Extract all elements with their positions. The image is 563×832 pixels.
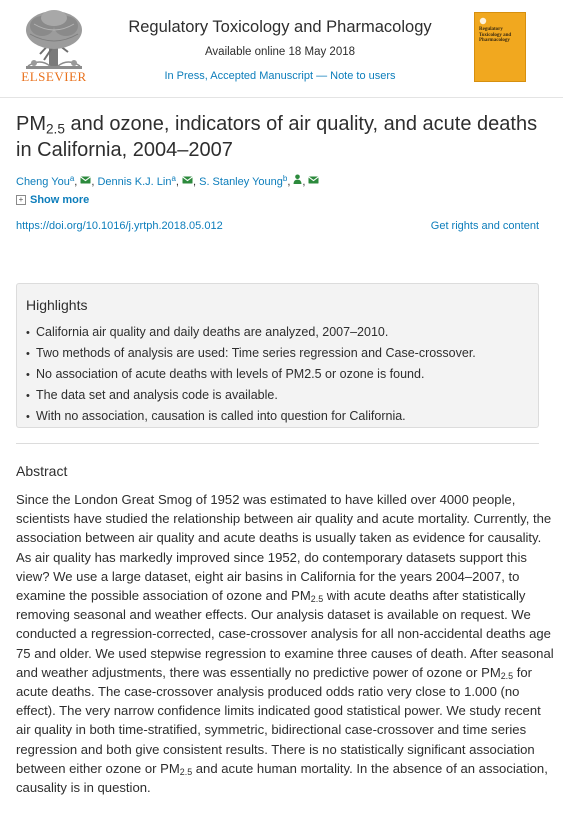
title-text-rest: and ozone, indicators of air quality, and acute deaths in California, 2004–2007 <box>16 113 538 161</box>
journal-cover-image[interactable] <box>474 12 526 82</box>
abstract-divider <box>16 443 539 444</box>
highlights-heading: Highlights <box>26 297 88 313</box>
author-name[interactable]: S. Stanley Young <box>199 176 283 188</box>
journal-title[interactable]: Regulatory Toxicology and Pharmacology <box>128 18 432 36</box>
highlight-item: • No association of acute deaths with levels of PM2.5 or ozone is found. <box>26 364 476 385</box>
in-press-link[interactable]: In Press, Accepted Manuscript — Note to users <box>164 70 396 82</box>
mail-icon[interactable] <box>80 175 91 187</box>
abstract-text-2: with acute deaths after statistically removing seasonal and weather effects. Our analysis dataset is available on request. We conducted a regression-corrected, case-crossover analysis for all non-accidental deaths age 75 and older. We used stepwise regression to examine three causes of death. After seasonal and weather adjustments, there was essentially no predictive power of ozone or PM <box>16 588 554 680</box>
author-affiliation[interactable]: b <box>282 174 288 183</box>
article-title <box>16 111 551 163</box>
highlights-list <box>26 322 476 427</box>
cover-emblem-icon <box>479 17 487 25</box>
author-icon-separator: , <box>302 176 306 188</box>
abstract-body <box>16 490 554 797</box>
header-divider <box>0 97 563 98</box>
abstract-subscript: 2.5 <box>500 671 514 682</box>
author-affiliation[interactable]: a <box>69 174 75 183</box>
author-icon-separator: , <box>175 176 179 188</box>
show-more-label: Show more <box>30 194 90 206</box>
author-name[interactable]: Cheng You <box>16 176 70 188</box>
author-icon-separator: , <box>74 176 78 188</box>
author-affiliation[interactable]: a <box>171 174 176 183</box>
author-separator: , <box>91 176 98 188</box>
journal-header <box>0 0 563 96</box>
abstract-subscript: 2.5 <box>179 767 193 778</box>
abstract-text-4: and acute human mortality. In the absence of an association, causality is in question. <box>16 760 548 796</box>
abstract-text-3: for acute deaths. The case-crossover analysis produced odds ratio very close to 1.000 (no effect). The very narrow confidence limits indicated good statistical power. We study recent air quality in both time-stratified, symmetric, bidirectional case-crossover and time series regression and both give consistent results. There is no statistically significant association between either ozone or PM <box>16 664 541 776</box>
author-separator: , <box>192 176 200 188</box>
highlight-item: • Two methods of analysis are used: Time series regression and Case-crossover. <box>26 343 476 364</box>
elsevier-wordmark[interactable]: ELSEVIER <box>21 69 87 84</box>
doi-link[interactable]: https://doi.org/10.1016/j.yrtph.2018.05.012 <box>16 220 223 232</box>
mail-icon[interactable] <box>182 175 193 187</box>
rights-link[interactable]: Get rights and content <box>430 220 539 232</box>
author-icon-separator: , <box>287 176 291 188</box>
highlights-panel <box>16 283 539 428</box>
author-list <box>16 174 551 188</box>
highlight-item: • With no association, causation is called into question for California. <box>26 406 476 427</box>
mail-icon[interactable] <box>308 175 319 187</box>
highlight-item: • The data set and analysis code is available. <box>26 385 476 406</box>
abstract-text-1: Since the London Great Smog of 1952 was estimated to have killed over 4000 people, scientists have studied the relationship between air quality and acute mortality. Currently, the association between air quality and acute deaths is usually taken as evidence for causality. As air quality has markedly improved since 1952, do contemporary datasets support this view? We use a large dataset, eight air basins in California for the years 2004–2007, to examine the possible association of ozone and PM <box>16 492 552 604</box>
title-subscript: 2.5 <box>46 121 65 137</box>
cover-title: Regulatory Toxicology and Pharmacology <box>479 27 512 43</box>
abstract-heading: Abstract <box>16 463 68 479</box>
abstract-subscript: 2.5 <box>310 594 324 605</box>
highlight-item: • California air quality and daily deaths are analyzed, 2007–2010. <box>26 322 476 343</box>
author-name[interactable]: Dennis K.J. Lin <box>97 176 172 188</box>
title-text-start: PM <box>16 113 46 135</box>
available-online-date: Available online 18 May 2018 <box>204 46 356 58</box>
plus-icon: + <box>16 195 26 205</box>
show-more-button[interactable] <box>16 194 89 206</box>
